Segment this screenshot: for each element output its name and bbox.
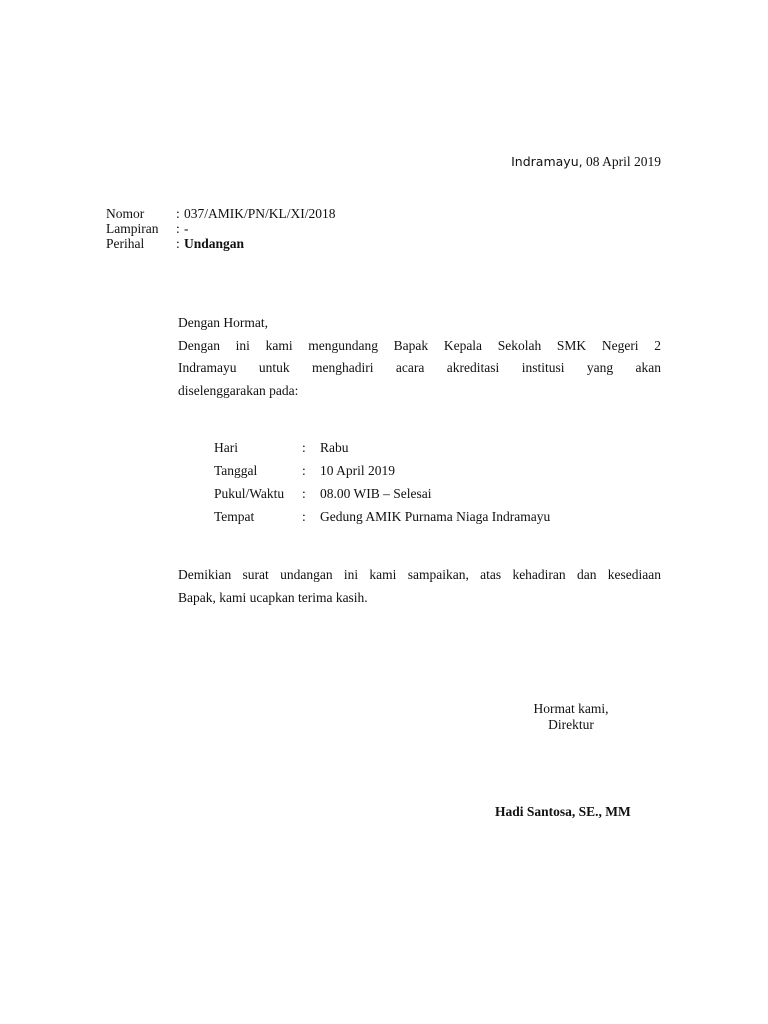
closing-paragraph	[178, 563, 661, 609]
meta-label: Nomor	[106, 206, 145, 221]
detail-separator: :	[302, 440, 306, 455]
closing-line-1: Demikian surat undangan ini kami sampaikan, atas kehadiran dan kesediaan	[178, 567, 661, 582]
meta-separator: :	[176, 236, 180, 251]
detail-separator: :	[302, 509, 306, 524]
place-date	[511, 154, 661, 170]
meta-value-subject: Undangan	[184, 236, 245, 251]
letter-date: 08 April 2019	[585, 154, 661, 169]
signer-name: Hadi Santosa, SE., MM	[495, 804, 631, 819]
event-details	[214, 436, 550, 528]
detail-separator: :	[302, 463, 306, 478]
meta-value: 037/AMIK/PN/KL/XI/2018	[184, 206, 336, 221]
detail-label: Tanggal	[214, 463, 258, 478]
meta-row-perihal	[106, 236, 336, 251]
meta-value: -	[184, 221, 189, 236]
meta-label: Perihal	[106, 236, 145, 251]
greeting: Dengan Hormat,	[178, 315, 268, 330]
letter-body	[178, 312, 661, 402]
regards: Hormat kami,	[533, 701, 609, 716]
meta-label: Lampiran	[106, 221, 159, 236]
detail-separator: :	[302, 486, 306, 501]
body-line-2: Indramayu untuk menghadiri acara akreditasi institusi yang akan	[178, 360, 661, 375]
detail-value: Gedung AMIK Purnama Niaga Indramayu	[320, 509, 551, 524]
letter-place: Indramayu,	[511, 154, 583, 169]
detail-row-tanggal	[214, 459, 550, 482]
detail-row-tempat	[214, 505, 550, 528]
detail-value: Rabu	[320, 440, 349, 455]
detail-label: Pukul/Waktu	[214, 486, 285, 501]
meta-separator: :	[176, 221, 180, 236]
detail-value: 10 April 2019	[320, 463, 396, 478]
meta-row-nomor	[106, 206, 336, 221]
detail-value: 08.00 WIB – Selesai	[320, 486, 432, 501]
letter-meta	[106, 206, 336, 251]
closing-line-2: Bapak, kami ucapkan terima kasih.	[178, 590, 368, 605]
signature-block	[510, 701, 632, 732]
detail-label: Hari	[214, 440, 238, 455]
body-line-1: Dengan ini kami mengundang Bapak Kepala Sekolah SMK Negeri 2	[178, 337, 661, 353]
meta-separator: :	[176, 206, 180, 221]
signer-position: Direktur	[548, 716, 594, 732]
body-line-3: diselenggarakan pada:	[178, 382, 299, 398]
detail-row-waktu	[214, 482, 550, 505]
meta-row-lampiran	[106, 221, 336, 236]
detail-row-hari	[214, 436, 550, 459]
detail-label: Tempat	[214, 509, 255, 524]
